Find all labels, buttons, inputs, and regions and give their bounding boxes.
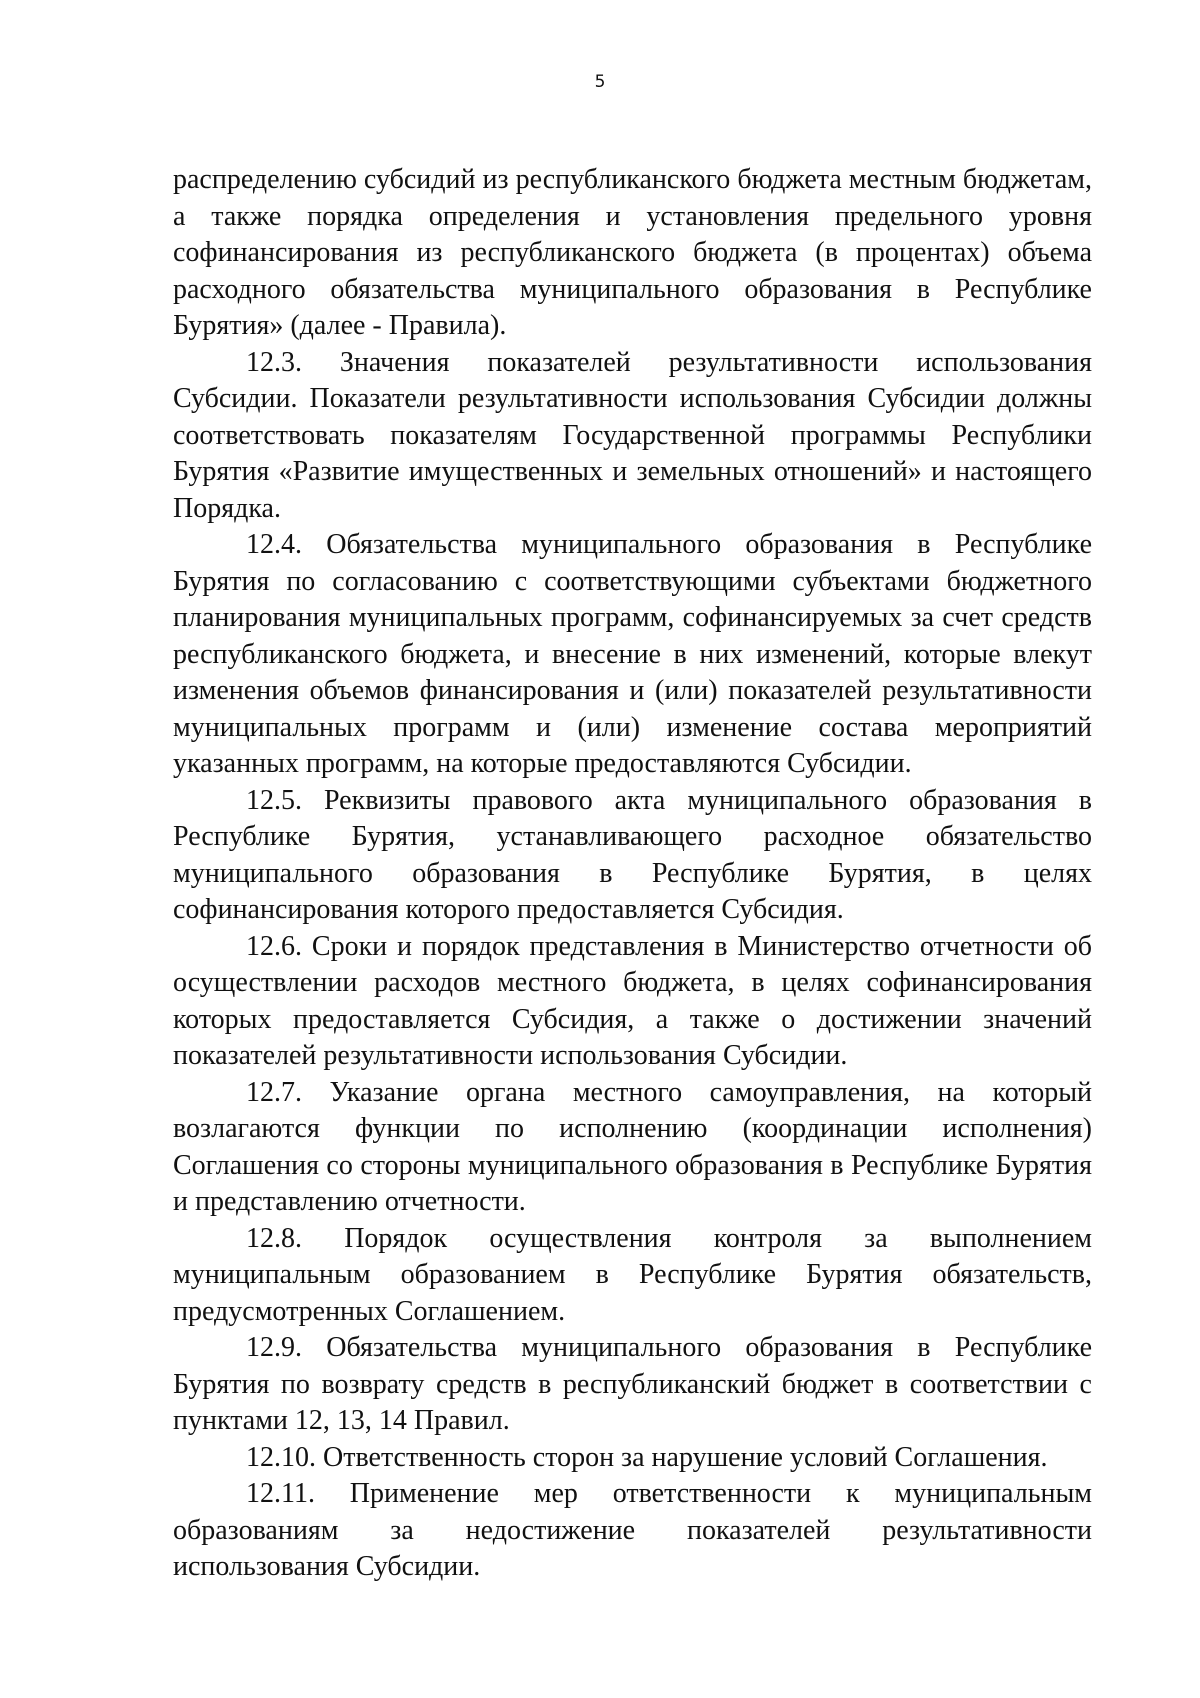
document-body [173, 162, 1092, 1586]
paragraph-12-8: 12.8. Порядок осуществления контроля за выполнением муниципальным образованием в Республике Бурятия обязательств, предусмотренных Соглашением. [173, 1222, 1092, 1327]
paragraph-12-4: 12.4. Обязательства муниципального образования в Республике Бурятия по согласованию с соответствующими субъектами бюджетного планирования муниципальных программ, софинансируемых за счет средств республиканского бюджета, и внесение в них изменений, которые влекут изменения объемов финансирования и (или) показателей результативности муниципальных программ и (или) изменение состава мероприятий указанных программ, на которые предоставляются Субсидии. [173, 529, 1092, 779]
paragraph-12-9: 12.9. Обязательства муниципального образования в Республике Бурятия по возврату средств в республиканский бюджет в соответствии с пунктами 12, 13, 14 Правил. [173, 1332, 1092, 1436]
paragraph-12-10: 12.10. Ответственность сторон за нарушение условий Соглашения. [246, 1441, 1048, 1473]
paragraph-12-7: 12.7. Указание органа местного самоуправления, на который возлагаются функции по исполнению (координации исполнения) Соглашения со стороны муниципального образования в Республике Бурятия и представлению отчетности. [173, 1076, 1092, 1217]
paragraph-12-6: 12.6. Сроки и порядок представления в Министерство отчетности об осуществлении расходов местного бюджета, в целях софинансирования которых предоставляется Субсидия, а также о достижении значений показателей результативности использования Субсидии. [173, 930, 1092, 1071]
paragraph-12-5: 12.5. Реквизиты правового акта муниципального образования в Республике Бурятия, устанавливающего расходное обязательство муниципального образования в Республике Бурятия, в целях софинансирования которого предоставляется Субсидия. [173, 784, 1092, 925]
paragraph-continuation: распределению субсидий из республиканского бюджета местным бюджетам, а также порядка определения и установления предельного уровня софинансирования из республиканского бюджета (в процентах) объема расходного обязательства муниципального образования в Республике Бурятия» (далее - Правила). [173, 164, 1092, 341]
paragraph-12-11: 12.11. Применение мер ответственности к муниципальным образованиям за недостижение показателей результативности использования Субсидии. [173, 1478, 1092, 1582]
paragraph-12-3: 12.3. Значения показателей результативности использования Субсидии. Показатели результативности использования Субсидии должны соответствовать показателям Государственной программы Республики Бурятия «Развитие имущественных и земельных отношений» и настоящего Порядка. [173, 346, 1092, 524]
page-number: 5 [594, 72, 606, 92]
